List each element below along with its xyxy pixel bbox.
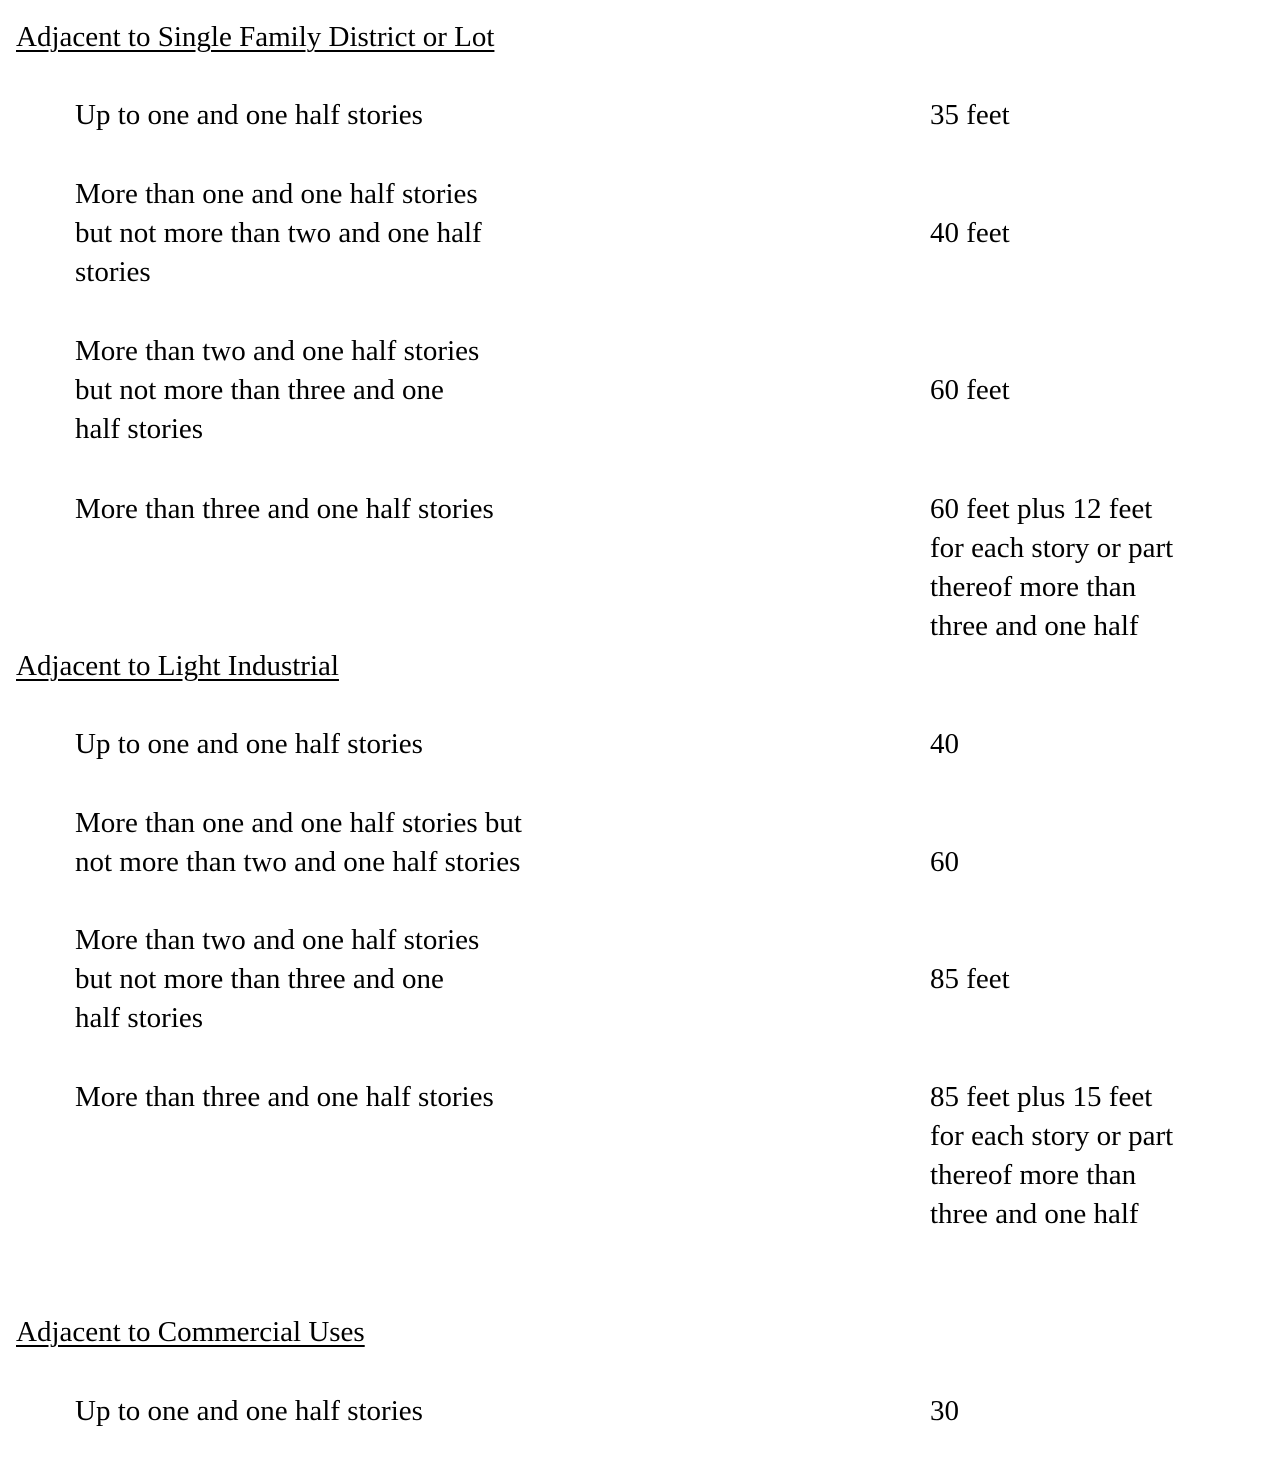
row-description: More than one and one half stories but not more than two and one half stories	[75, 807, 522, 878]
section-heading-single-family: Adjacent to Single Family District or Lot	[16, 21, 495, 53]
row-value: 30	[930, 1395, 959, 1427]
row-description: More than two and one half stories but not more than three and one half stories	[75, 924, 480, 1034]
row-description: Up to one and one half stories	[75, 99, 423, 131]
row-value: 35 feet	[930, 99, 1010, 131]
row-value: 40	[930, 728, 959, 760]
row-value: 60 feet	[930, 374, 1010, 406]
row-description: More than three and one half stories	[75, 1081, 494, 1113]
row-value: 40 feet	[930, 217, 1010, 249]
row-description: Up to one and one half stories	[75, 1395, 423, 1427]
row-value: 85 feet plus 15 feet for each story or part thereof more than three and one half	[930, 1081, 1174, 1230]
row-value: 60 feet plus 12 feet for each story or part thereof more than three and one half	[930, 493, 1174, 642]
row-value: 85 feet	[930, 963, 1010, 995]
row-description: Up to one and one half stories	[75, 728, 423, 760]
row-description: More than two and one half stories but not more than three and one half stories	[75, 335, 480, 445]
row-value: 60	[930, 846, 959, 878]
section-heading-commercial: Adjacent to Commercial Uses	[16, 1316, 365, 1348]
row-description: More than three and one half stories	[75, 493, 494, 525]
row-description: More than one and one half stories but not more than two and one half stories	[75, 178, 482, 288]
section-heading-light-industrial: Adjacent to Light Industrial	[16, 650, 339, 682]
